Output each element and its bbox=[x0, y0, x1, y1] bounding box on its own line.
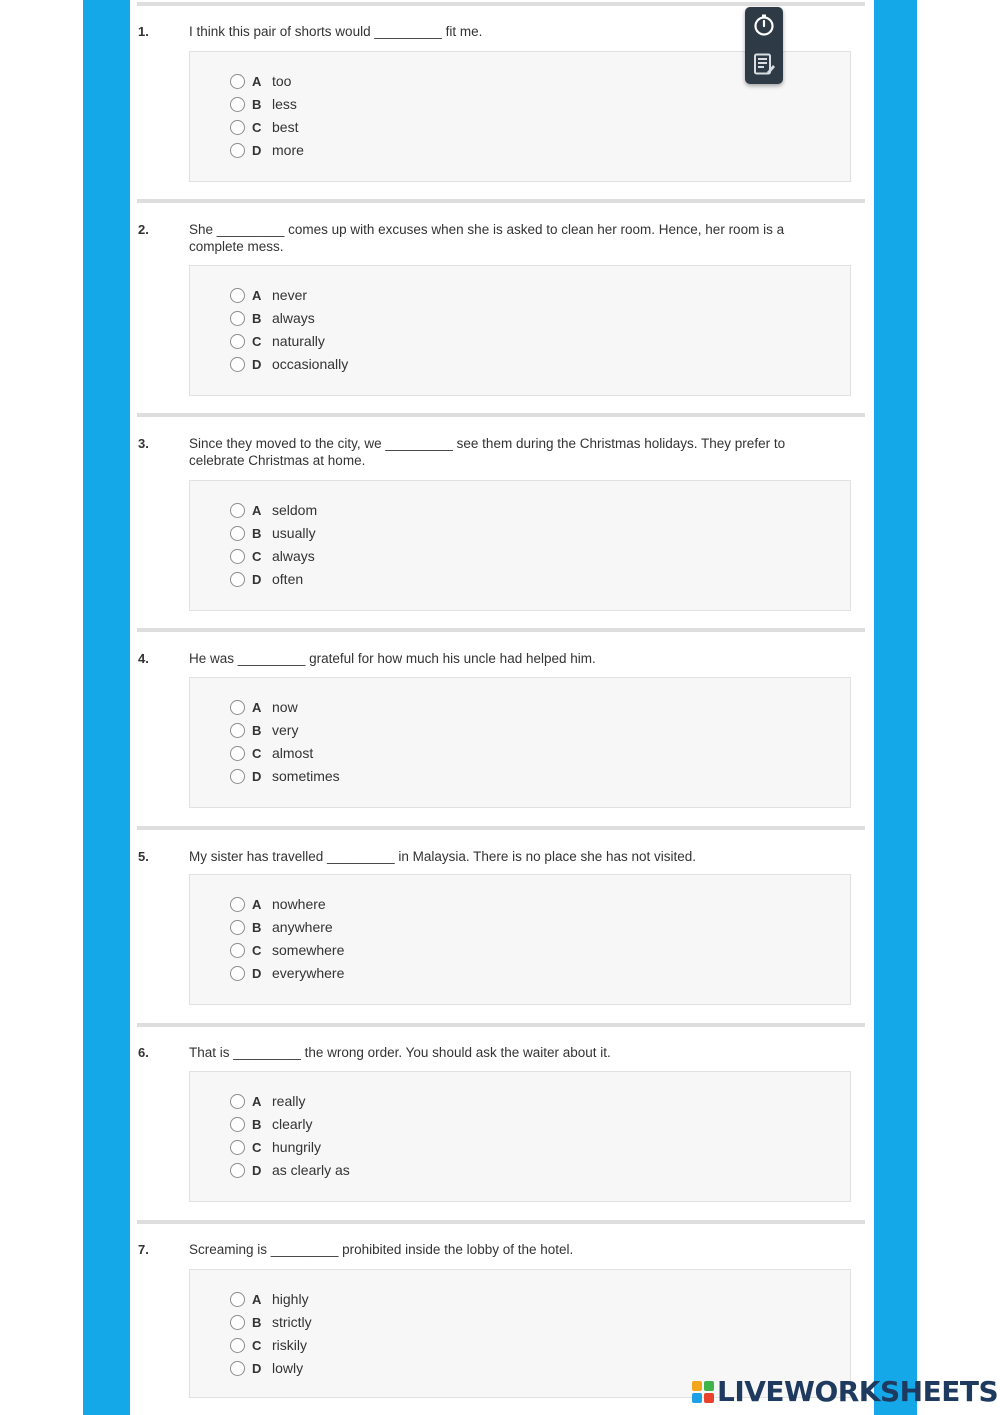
radio-button[interactable] bbox=[230, 1361, 245, 1376]
option-b[interactable] bbox=[230, 1115, 312, 1133]
option-b[interactable] bbox=[230, 524, 316, 542]
option-label: often bbox=[272, 571, 304, 587]
option-label: highly bbox=[272, 1291, 309, 1307]
notepad-icon bbox=[752, 52, 776, 76]
option-letter: A bbox=[252, 287, 262, 303]
option-letter: A bbox=[252, 1093, 262, 1109]
option-label: hungrily bbox=[272, 1139, 322, 1155]
radio-button[interactable] bbox=[230, 549, 245, 564]
option-letter: A bbox=[252, 699, 262, 715]
option-label: always bbox=[272, 548, 315, 564]
option-label: very bbox=[272, 722, 299, 738]
option-b[interactable] bbox=[230, 309, 315, 327]
option-letter: B bbox=[252, 96, 262, 112]
option-letter: B bbox=[252, 919, 262, 935]
option-label: best bbox=[272, 119, 299, 135]
radio-button[interactable] bbox=[230, 723, 245, 738]
radio-button[interactable] bbox=[230, 503, 245, 518]
option-letter: C bbox=[252, 942, 262, 958]
radio-button[interactable] bbox=[230, 143, 245, 158]
logo-text: LIVEWORKSHEETS bbox=[717, 1375, 999, 1408]
option-letter: D bbox=[252, 768, 262, 784]
option-letter: B bbox=[252, 722, 262, 738]
question-number: 2. bbox=[138, 222, 149, 237]
radio-button[interactable] bbox=[230, 966, 245, 981]
radio-button[interactable] bbox=[230, 1117, 245, 1132]
option-a[interactable] bbox=[230, 286, 307, 304]
question-text: Screaming is _________ prohibited inside the lobby of the hotel. bbox=[189, 1242, 574, 1257]
option-a[interactable] bbox=[230, 1092, 305, 1110]
question-separator bbox=[137, 199, 865, 203]
question-separator bbox=[137, 628, 865, 632]
stopwatch-icon bbox=[752, 13, 776, 37]
radio-button[interactable] bbox=[230, 1140, 245, 1155]
option-letter: D bbox=[252, 356, 262, 372]
option-letter: C bbox=[252, 333, 262, 349]
option-letter: C bbox=[252, 119, 262, 135]
option-c[interactable] bbox=[230, 332, 325, 350]
option-label: as clearly as bbox=[272, 1162, 350, 1178]
radio-button[interactable] bbox=[230, 572, 245, 587]
radio-button[interactable] bbox=[230, 334, 245, 349]
option-b[interactable] bbox=[230, 1313, 312, 1331]
option-letter: C bbox=[252, 1337, 262, 1353]
option-letter: A bbox=[252, 896, 262, 912]
radio-button[interactable] bbox=[230, 1315, 245, 1330]
question-separator bbox=[137, 826, 865, 830]
radio-button[interactable] bbox=[230, 97, 245, 112]
option-label: always bbox=[272, 310, 315, 326]
option-c[interactable] bbox=[230, 744, 313, 762]
four-square-grid-icon bbox=[692, 1381, 714, 1403]
option-c[interactable] bbox=[230, 547, 315, 565]
question-separator bbox=[137, 413, 865, 417]
option-label: somewhere bbox=[272, 942, 345, 958]
options-box bbox=[189, 480, 851, 611]
option-letter: B bbox=[252, 1314, 262, 1330]
question-number: 3. bbox=[138, 436, 149, 451]
option-letter: C bbox=[252, 745, 262, 761]
right-blue-border bbox=[874, 0, 917, 1415]
question-separator bbox=[137, 1023, 865, 1027]
radio-button[interactable] bbox=[230, 1338, 245, 1353]
option-d[interactable] bbox=[230, 767, 340, 785]
radio-button[interactable] bbox=[230, 120, 245, 135]
options-box bbox=[189, 265, 851, 396]
option-d[interactable] bbox=[230, 1359, 303, 1377]
option-letter: A bbox=[252, 502, 262, 518]
option-label: strictly bbox=[272, 1314, 312, 1330]
options-box bbox=[189, 1071, 851, 1202]
option-d[interactable] bbox=[230, 355, 348, 373]
notes-button[interactable] bbox=[750, 49, 778, 79]
left-blue-border bbox=[83, 0, 130, 1415]
option-d[interactable] bbox=[230, 1161, 350, 1179]
option-letter: D bbox=[252, 1162, 262, 1178]
radio-button[interactable] bbox=[230, 357, 245, 372]
radio-button[interactable] bbox=[230, 311, 245, 326]
radio-button[interactable] bbox=[230, 920, 245, 935]
option-c[interactable] bbox=[230, 1138, 321, 1156]
radio-button[interactable] bbox=[230, 526, 245, 541]
radio-button[interactable] bbox=[230, 1292, 245, 1307]
option-label: nowhere bbox=[272, 896, 326, 912]
option-c[interactable] bbox=[230, 941, 344, 959]
option-letter: D bbox=[252, 965, 262, 981]
radio-button[interactable] bbox=[230, 1094, 245, 1109]
question-text: He was _________ grateful for how much his uncle had helped him. bbox=[189, 651, 596, 666]
option-d[interactable] bbox=[230, 964, 344, 982]
option-label: occasionally bbox=[272, 356, 349, 372]
option-label: almost bbox=[272, 745, 314, 761]
question-number: 4. bbox=[138, 651, 149, 666]
options-box bbox=[189, 677, 851, 808]
option-label: everywhere bbox=[272, 965, 345, 981]
radio-button[interactable] bbox=[230, 74, 245, 89]
option-label: less bbox=[272, 96, 297, 112]
option-letter: A bbox=[252, 1291, 262, 1307]
option-letter: B bbox=[252, 310, 262, 326]
options-box bbox=[189, 874, 851, 1005]
question-text: She _________ comes up with excuses when she is asked to clean her room. Hence, her room is a complete mess. bbox=[189, 222, 785, 254]
option-letter: D bbox=[252, 142, 262, 158]
radio-button[interactable] bbox=[230, 943, 245, 958]
option-letter: D bbox=[252, 571, 262, 587]
option-a[interactable] bbox=[230, 895, 326, 913]
option-label: never bbox=[272, 287, 308, 303]
question-text: That is _________ the wrong order. You should ask the waiter about it. bbox=[189, 1045, 611, 1060]
question-text: I think this pair of shorts would _________ fit me. bbox=[189, 24, 483, 39]
question-separator bbox=[137, 1220, 865, 1224]
option-label: seldom bbox=[272, 502, 318, 518]
option-letter: A bbox=[252, 73, 262, 89]
option-a[interactable] bbox=[230, 501, 317, 519]
option-b[interactable] bbox=[230, 95, 297, 113]
option-label: too bbox=[272, 73, 292, 89]
option-letter: C bbox=[252, 548, 262, 564]
radio-button[interactable] bbox=[230, 700, 245, 715]
question-number: 1. bbox=[138, 24, 149, 39]
option-b[interactable] bbox=[230, 918, 333, 936]
option-label: naturally bbox=[272, 333, 325, 349]
question-text: My sister has travelled _________ in Malaysia. There is no place she has not visited. bbox=[189, 849, 697, 864]
option-a[interactable] bbox=[230, 1290, 309, 1308]
option-label: clearly bbox=[272, 1116, 313, 1132]
option-c[interactable] bbox=[230, 1336, 307, 1354]
radio-button[interactable] bbox=[230, 1163, 245, 1178]
option-label: more bbox=[272, 142, 304, 158]
option-label: riskily bbox=[272, 1337, 307, 1353]
question-number: 7. bbox=[138, 1242, 149, 1257]
option-label: lowly bbox=[272, 1360, 304, 1376]
option-a[interactable] bbox=[230, 72, 291, 90]
liveworksheets-logo bbox=[692, 1374, 998, 1410]
option-c[interactable] bbox=[230, 118, 298, 136]
question-text: Since they moved to the city, we _________ see them during the Christmas holidays. They prefer to celebrate Christmas at home. bbox=[189, 436, 786, 468]
option-d[interactable] bbox=[230, 141, 304, 159]
question-number: 6. bbox=[138, 1045, 149, 1060]
option-letter: B bbox=[252, 1116, 262, 1132]
option-label: sometimes bbox=[272, 768, 340, 784]
question-number: 5. bbox=[138, 849, 149, 864]
option-b[interactable] bbox=[230, 721, 298, 739]
radio-button[interactable] bbox=[230, 769, 245, 784]
option-letter: D bbox=[252, 1360, 262, 1376]
option-label: now bbox=[272, 699, 298, 715]
option-d[interactable] bbox=[230, 570, 303, 588]
option-label: really bbox=[272, 1093, 306, 1109]
timer-button[interactable] bbox=[750, 10, 778, 40]
option-label: usually bbox=[272, 525, 316, 541]
question-separator bbox=[137, 2, 865, 6]
option-a[interactable] bbox=[230, 698, 298, 716]
option-label: anywhere bbox=[272, 919, 333, 935]
radio-button[interactable] bbox=[230, 897, 245, 912]
option-letter: B bbox=[252, 525, 262, 541]
radio-button[interactable] bbox=[230, 746, 245, 761]
option-letter: C bbox=[252, 1139, 262, 1155]
radio-button[interactable] bbox=[230, 288, 245, 303]
floating-toolbar bbox=[745, 7, 783, 84]
